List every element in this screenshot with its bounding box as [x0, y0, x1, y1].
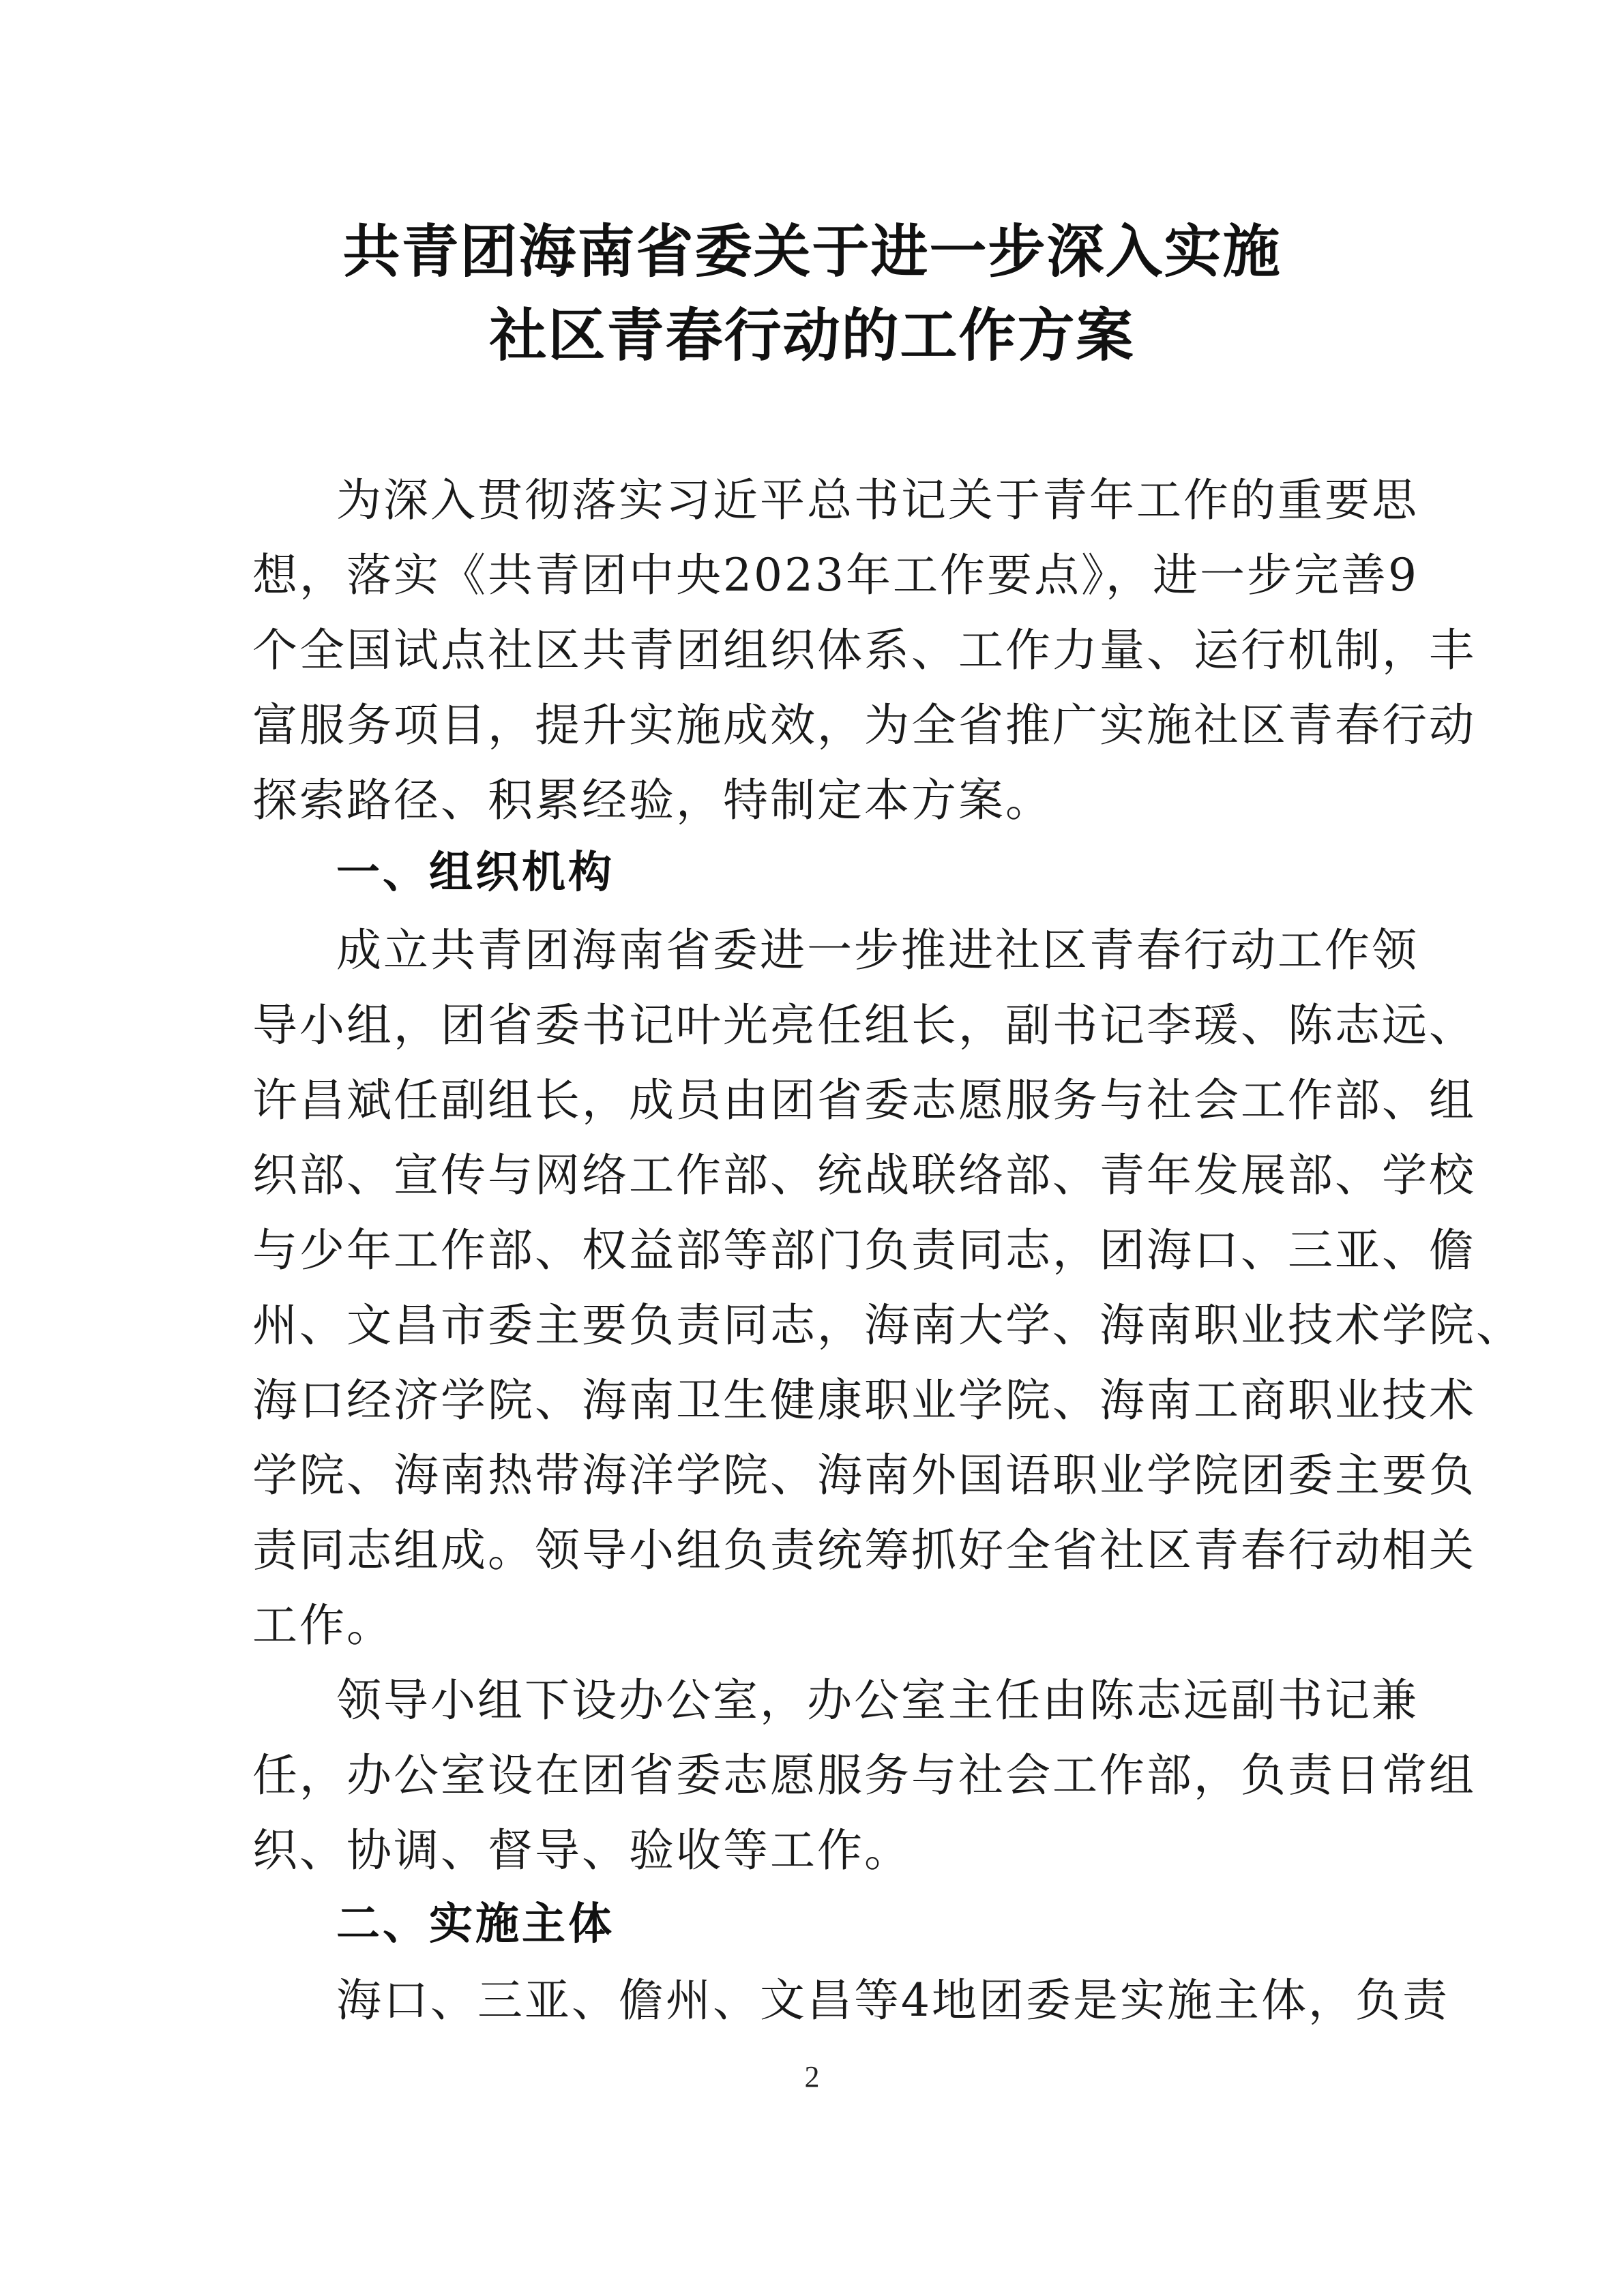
section2-para1-line-1: 海口、三亚、儋州、文昌等4地团委是实施主体，负责	[336, 1974, 1449, 2027]
section-heading-implementation: 二、实施主体	[336, 1899, 615, 1950]
section1-para1-line-3: 许昌斌任副组长，成员由团省委志愿服务与社会工作部、组	[252, 1074, 1476, 1127]
section1-para1-line-2: 导小组，团省委书记叶光亮任组长，副书记李瑗、陈志远、	[252, 999, 1476, 1052]
section1-para1-line-4: 织部、宣传与网络工作部、统战联络部、青年发展部、学校	[252, 1149, 1476, 1202]
intro-line-5: 探索路径、积累经验，特制定本方案。	[252, 774, 1052, 826]
section1-para2-line-2: 任，办公室设在团省委志愿服务与社会工作部，负责日常组	[252, 1749, 1476, 1802]
section1-para1-line-1: 成立共青团海南省委进一步推进社区青春行动工作领	[336, 924, 1419, 976]
section1-para1-line-6: 州、文昌市委主要负责同志，海南大学、海南职业技术学院、	[252, 1299, 1523, 1352]
document-title-line-2: 社区青春行动的工作方案	[489, 301, 1135, 369]
page-number: 2	[804, 2060, 820, 2093]
intro-line-1: 为深入贯彻落实习近平总书记关于青年工作的重要思	[336, 474, 1419, 526]
document-title-line-1: 共青团海南省委关于进一步深入实施	[342, 218, 1282, 285]
section1-para1-line-5: 与少年工作部、权益部等部门负责同志，团海口、三亚、儋	[252, 1224, 1476, 1277]
section1-para1-line-10: 工作。	[252, 1599, 394, 1652]
intro-line-2: 想，落实《共青团中央2023年工作要点》，进一步完善9	[252, 549, 1419, 601]
intro-line-4: 富服务项目，提升实施成效，为全省推广实施社区青春行动	[252, 699, 1476, 751]
section1-para1-line-8: 学院、海南热带海洋学院、海南外国语职业学院团委主要负	[252, 1449, 1476, 1502]
section1-para2-line-3: 织、协调、督导、验收等工作。	[252, 1824, 911, 1877]
section1-para1-line-9: 责同志组成。领导小组负责统筹抓好全省社区青春行动相关	[252, 1524, 1476, 1577]
section-heading-organization: 一、组织机构	[336, 848, 615, 898]
intro-line-3: 个全国试点社区共青团组织体系、工作力量、运行机制，丰	[252, 624, 1476, 676]
section1-para2-line-1: 领导小组下设办公室，办公室主任由陈志远副书记兼	[336, 1674, 1419, 1727]
section1-para1-line-7: 海口经济学院、海南卫生健康职业学院、海南工商职业技术	[252, 1374, 1476, 1427]
